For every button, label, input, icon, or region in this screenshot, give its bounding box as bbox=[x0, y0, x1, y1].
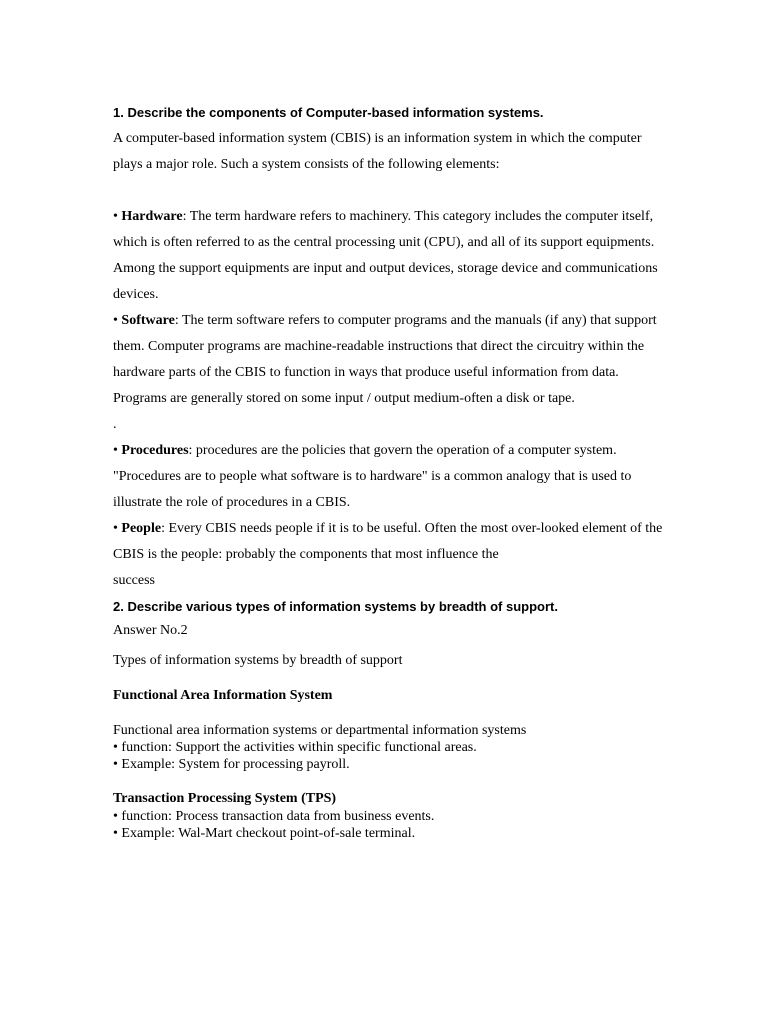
blank-line bbox=[113, 178, 673, 204]
bullet-software bbox=[113, 308, 673, 412]
bullet-procedures bbox=[113, 438, 673, 516]
bullet-marker: • bbox=[113, 521, 118, 536]
bullet-people-continuation: success bbox=[113, 573, 155, 588]
bullet-term-hardware: Hardware bbox=[121, 209, 183, 224]
question-1-heading: 1. Describe the components of Computer-based information systems. bbox=[113, 105, 544, 120]
bullet-people bbox=[113, 516, 673, 568]
section-functional-area-item: • function: Support the activities within specific functional areas. bbox=[113, 740, 477, 755]
types-line: Types of information systems by breadth of support bbox=[113, 653, 403, 668]
question-2-heading: 2. Describe various types of information systems by breadth of support. bbox=[113, 599, 558, 614]
section-tps-title: Transaction Processing System (TPS) bbox=[113, 791, 337, 806]
bullet-text-people: : Every CBIS needs people if it is to be useful. Often the most over-looked element of the CBIS is the people: probably the components that most influence the bbox=[113, 521, 663, 562]
bullet-marker: • bbox=[113, 443, 118, 458]
section-functional-area-item: • Example: System for processing payroll. bbox=[113, 757, 350, 772]
bullet-hardware bbox=[113, 204, 673, 308]
bullet-term-procedures: Procedures bbox=[121, 443, 189, 458]
cbis-intro-paragraph: A computer-based information system (CBIS) is an information system in which the computer plays a major role. Such a system consists of the following elements: bbox=[113, 131, 642, 172]
bullet-term-software: Software bbox=[121, 313, 175, 328]
bullet-text-hardware: : The term hardware refers to machinery. This category includes the computer itself, which is often referred to as the central processing unit (CPU), and all of its support equipments. Among the support equipments are input and output devices, storage device and communications devices. bbox=[113, 209, 658, 302]
section-functional-area-intro: Functional area information systems or departmental information systems bbox=[113, 723, 527, 738]
bullet-text-software: : The term software refers to computer programs and the manuals (if any) that support them. Computer programs are machine-readable instructions that direct the circuitry within the hardware parts of the CBIS to function in ways that produce useful information from data. Programs are generally stored on some input / output medium-often a disk or tape. bbox=[113, 313, 657, 406]
bullet-term-people: People bbox=[121, 521, 162, 536]
document-content bbox=[113, 104, 673, 842]
section-functional-area-title: Functional Area Information System bbox=[113, 688, 333, 703]
section-tps-item: • function: Process transaction data from business events. bbox=[113, 809, 435, 824]
section-tps-item: • Example: Wal-Mart checkout point-of-sale terminal. bbox=[113, 826, 416, 841]
bullet-text-procedures: : procedures are the policies that govern the operation of a computer system. "Procedures are to people what software is to hardware" is a common analogy that is used to illustrate the role of procedures in a CBIS. bbox=[113, 443, 632, 510]
answer-label: Answer No.2 bbox=[113, 623, 188, 638]
stray-dot: . bbox=[113, 417, 117, 432]
bullet-marker: • bbox=[113, 313, 118, 328]
bullet-marker: • bbox=[113, 209, 118, 224]
